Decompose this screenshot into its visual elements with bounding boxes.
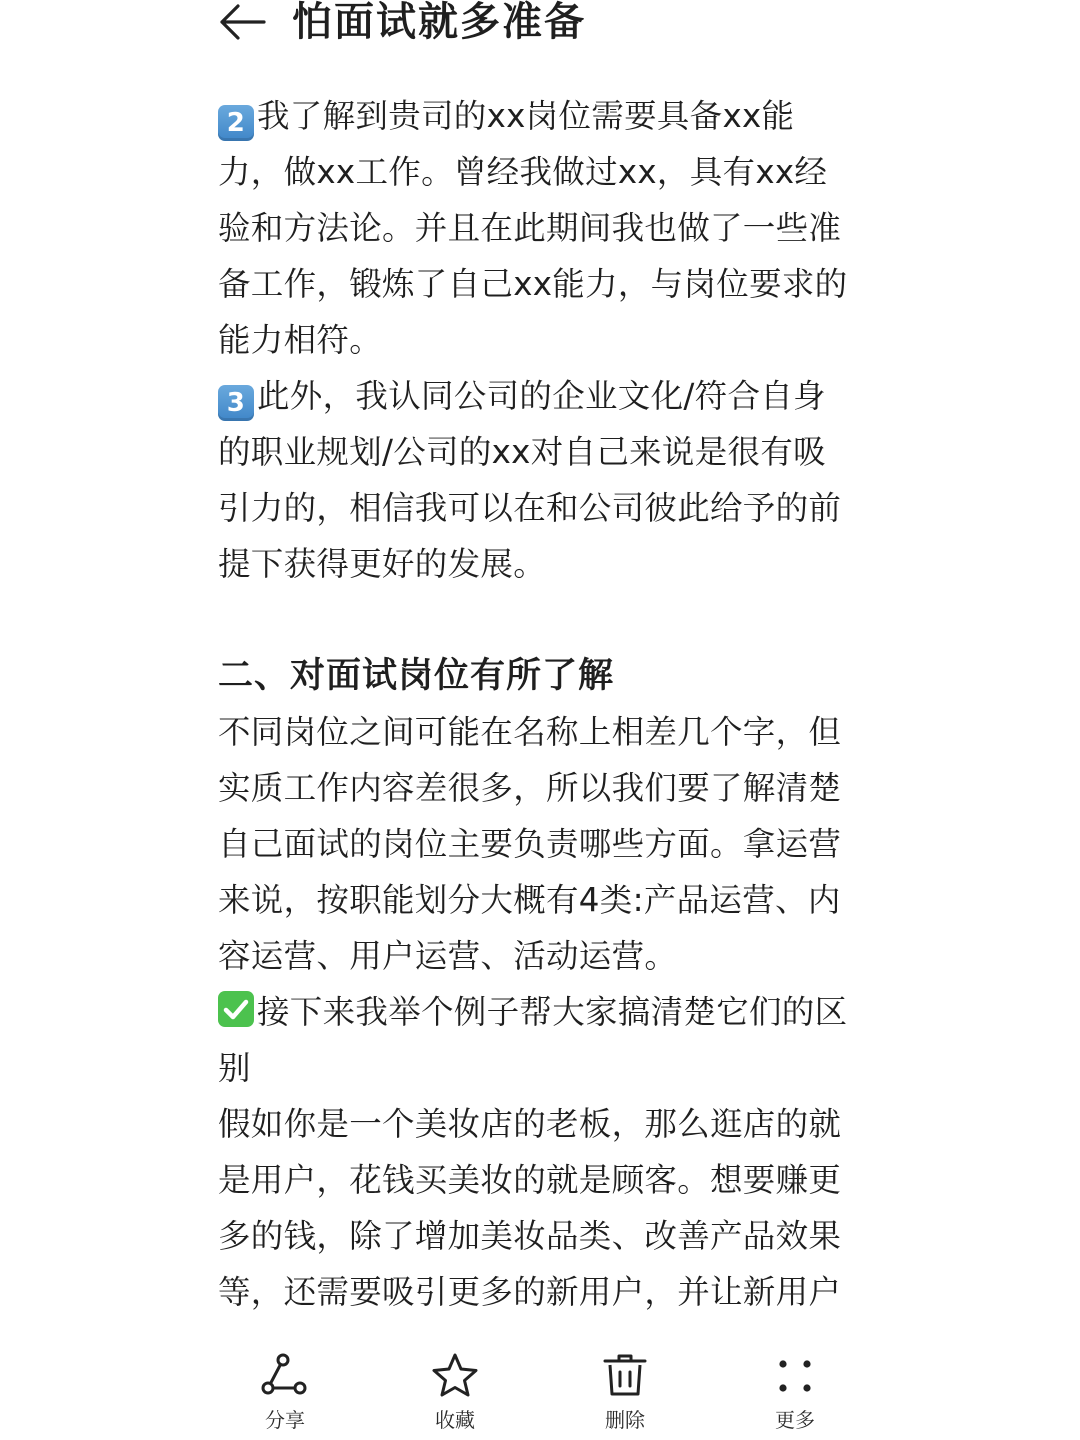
back-arrow-icon[interactable] [214,0,268,44]
share-icon [257,1352,313,1400]
section-heading: 二、对面试岗位有所了解 [218,656,615,696]
more-label: 更多 [775,1408,815,1432]
check-mark-icon [218,991,254,1027]
paragraph-example-intro-text: 接下来我举个例子帮大家搞清楚它们的区别 [218,993,848,1087]
back-button[interactable] [214,0,268,44]
paragraph-roles: 不同岗位之间可能在名称上相差几个字，但实质工作内容差很多，所以我们要了解清楚自己面试的岗位主要负责哪些方面。拿运营来说，按职能划分大概有4类:产品运营、内容运营、用户运营、活动运营。 [218,713,842,975]
trash-icon [597,1352,653,1400]
share-label: 分享 [265,1408,305,1432]
paragraph-2 [218,88,858,368]
top-bar [0,0,1080,60]
bottom-toolbar [0,1330,1080,1440]
more-button[interactable] [740,1352,850,1434]
note-content [218,88,858,1320]
favorite-button[interactable] [400,1352,510,1434]
paragraph-3 [218,368,858,592]
paragraph-example: 假如你是一个美妆店的老板，那么逛店的就是用户，花钱买美妆的就是顾客。想要赚更多的钱，除了增加美妆品类、改善产品效果等，还需要吸引更多的新用户，并让新用户 [218,1105,842,1311]
delete-label: 删除 [605,1408,645,1432]
paragraph-example-intro [218,984,858,1096]
paragraph-spacer [218,592,858,648]
page-title: 怕面试就多准备 [292,0,586,45]
favorite-label: 收藏 [435,1408,475,1432]
paragraph-3-text: 此外，我认同公司的企业文化/符合自身的职业规划/公司的xx对自己来说是很有吸引力的，相信我可以在和公司彼此给予的前提下获得更好的发展。 [218,377,842,583]
delete-button[interactable] [570,1352,680,1434]
four-dots-icon [767,1352,823,1400]
paragraph-2-text: 我了解到贵司的xx岗位需要具备xx能力，做xx工作。曾经我做过xx，具有xx经验和方法论。并且在此期间我也做了一些准备工作，锻炼了自己xx能力，与岗位要求的能力相符。 [218,97,848,359]
share-button[interactable] [230,1352,340,1434]
keycap-2-icon: 2 [218,105,254,141]
keycap-3-icon: 3 [218,385,254,421]
star-icon [427,1352,483,1400]
